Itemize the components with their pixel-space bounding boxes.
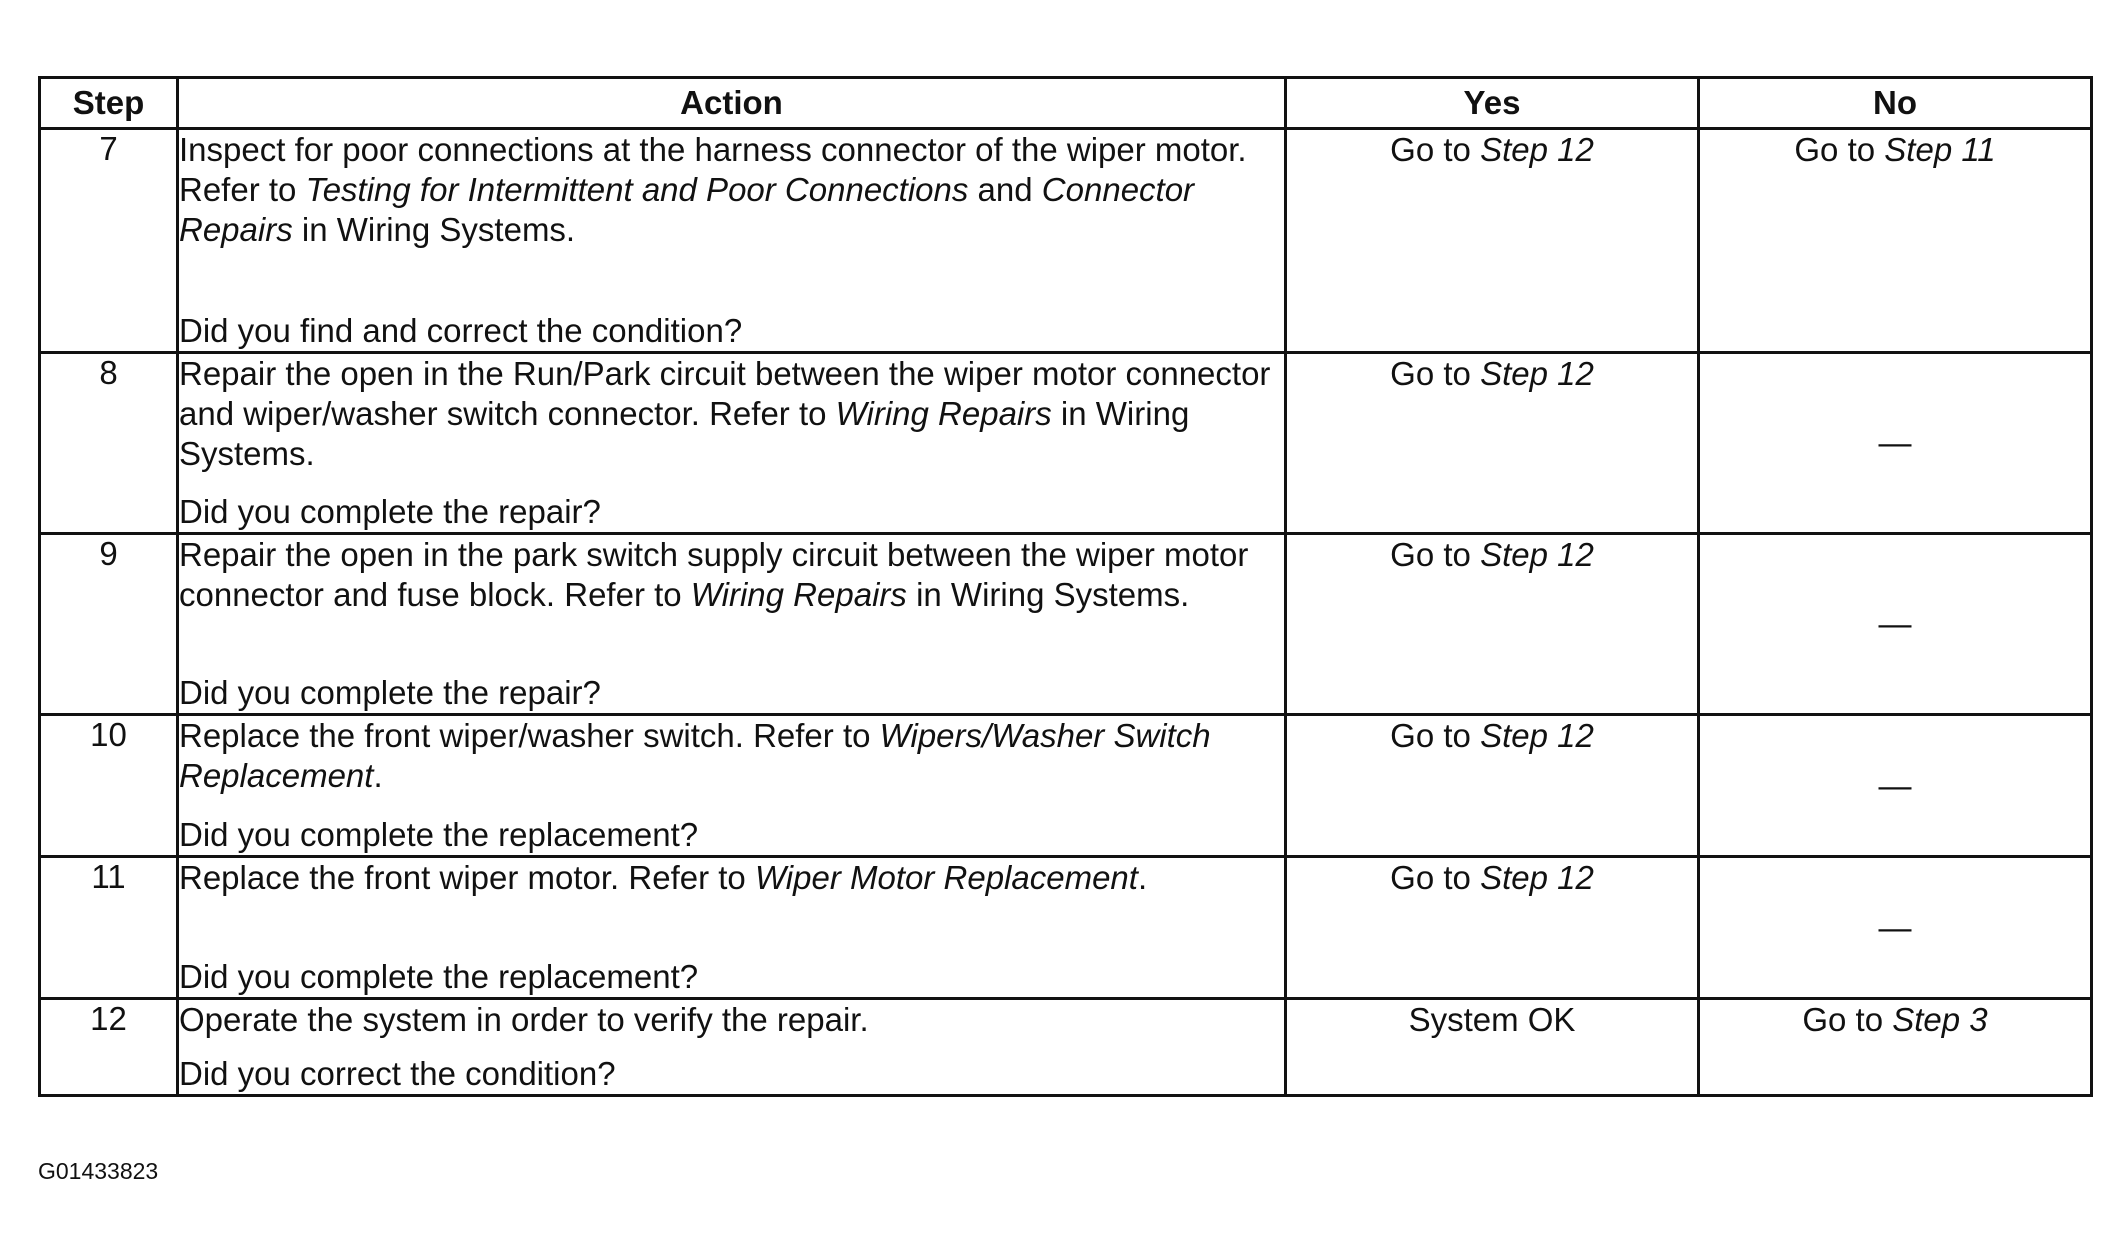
action-cell [178, 857, 1286, 999]
action-question: Did you complete the replacement? [179, 958, 699, 995]
action-question: Did you complete the repair? [179, 674, 601, 711]
action-instruction [179, 1000, 1284, 1040]
yes-step-link: Step 12 [1480, 536, 1594, 573]
action-question: Did you find and correct the condition? [179, 312, 743, 349]
instruction-text: Inspect for poor connections at the harness connector of the wiper motor. Refer to [179, 131, 1247, 208]
step-number: 12 [40, 999, 178, 1096]
instruction-text: Repair the open in the Run/Park circuit between the wiper motor connector and wiper/washer switch connector. Refer to [179, 355, 1271, 432]
figure-id: G01433823 [38, 1158, 159, 1184]
table-row [40, 999, 2092, 1096]
yes-text: System OK [1408, 1001, 1576, 1038]
yes-result [1286, 534, 1699, 715]
yes-text: Go to [1390, 717, 1481, 754]
table-header-row [40, 78, 2092, 129]
yes-result [1286, 999, 1699, 1096]
no-result [1699, 534, 2092, 715]
yes-text: Go to [1390, 859, 1481, 896]
step-number: 8 [40, 353, 178, 534]
no-text: — [1878, 766, 1912, 804]
table-body [40, 129, 2092, 1096]
step-number: 7 [40, 129, 178, 353]
reference-title: Wiper Motor Replacement [754, 859, 1138, 896]
no-text: Go to [1802, 1001, 1893, 1038]
yes-result [1286, 129, 1699, 353]
no-text: Go to [1794, 131, 1885, 168]
action-cell [178, 353, 1286, 534]
yes-step-link: Step 12 [1480, 717, 1594, 754]
reference-title: Wiring Repairs [690, 576, 907, 613]
instruction-text: Operate the system in order to verify the repair. [179, 1001, 869, 1038]
step-number: 9 [40, 534, 178, 715]
no-result [1699, 999, 2092, 1096]
action-cell [178, 999, 1286, 1096]
yes-result [1286, 353, 1699, 534]
action-cell [178, 534, 1286, 715]
step-number: 10 [40, 715, 178, 857]
instruction-text: . [373, 757, 383, 794]
yes-text: Go to [1390, 536, 1481, 573]
no-step-link: Step 11 [1884, 131, 1996, 168]
action-cell [178, 129, 1286, 353]
yes-result [1286, 715, 1699, 857]
yes-step-link: Step 12 [1480, 131, 1594, 168]
no-result [1699, 857, 2092, 999]
action-instruction [179, 535, 1284, 615]
yes-text: Go to [1390, 131, 1481, 168]
yes-result [1286, 857, 1699, 999]
instruction-text: Replace the front wiper/washer switch. Refer to [179, 717, 880, 754]
table-row [40, 534, 2092, 715]
action-instruction [179, 858, 1284, 898]
yes-step-link: Step 12 [1480, 859, 1594, 896]
action-question: Did you complete the replacement? [179, 816, 699, 853]
no-text: — [1878, 424, 1912, 461]
table-row [40, 129, 2092, 353]
action-instruction [179, 354, 1284, 474]
no-text: — [1878, 908, 1912, 946]
table-row [40, 715, 2092, 857]
action-instruction [179, 716, 1284, 796]
reference-title: Connector Repairs [179, 171, 1195, 248]
instruction-text: in Wiring Systems. [906, 576, 1190, 613]
header-no: No [1699, 78, 2092, 129]
action-question: Did you complete the repair? [179, 493, 601, 530]
diagnostic-table-wrapper [38, 76, 2090, 1097]
action-instruction [179, 130, 1284, 250]
instruction-text: . [1137, 859, 1148, 896]
no-result [1699, 715, 2092, 857]
instruction-text: in Wiring Systems. [292, 211, 576, 248]
no-text: — [1878, 605, 1912, 642]
yes-step-link: Step 12 [1480, 355, 1594, 392]
instruction-text: and [968, 171, 1042, 208]
table-row [40, 353, 2092, 534]
instruction-text: Replace the front wiper motor. Refer to [179, 859, 755, 896]
no-result [1699, 353, 2092, 534]
action-question: Did you correct the condition? [179, 1055, 616, 1092]
reference-title: Wipers/Washer Switch Replacement [179, 717, 1211, 794]
header-step: Step [40, 78, 178, 129]
yes-text: Go to [1390, 355, 1481, 392]
instruction-text: in Wiring Systems. [179, 395, 1190, 472]
table-row [40, 857, 2092, 999]
step-number: 11 [40, 857, 178, 999]
instruction-text: Repair the open in the park switch supply circuit between the wiper motor connector and fuse block. Refer to [179, 536, 1249, 613]
diagnostic-steps-table [38, 76, 2093, 1097]
no-step-link: Step 3 [1892, 1001, 1988, 1038]
no-result [1699, 129, 2092, 353]
reference-title: Testing for Intermittent and Poor Connections [305, 171, 969, 208]
action-cell [178, 715, 1286, 857]
header-yes: Yes [1286, 78, 1699, 129]
reference-title: Wiring Repairs [835, 395, 1052, 432]
header-action: Action [178, 78, 1286, 129]
